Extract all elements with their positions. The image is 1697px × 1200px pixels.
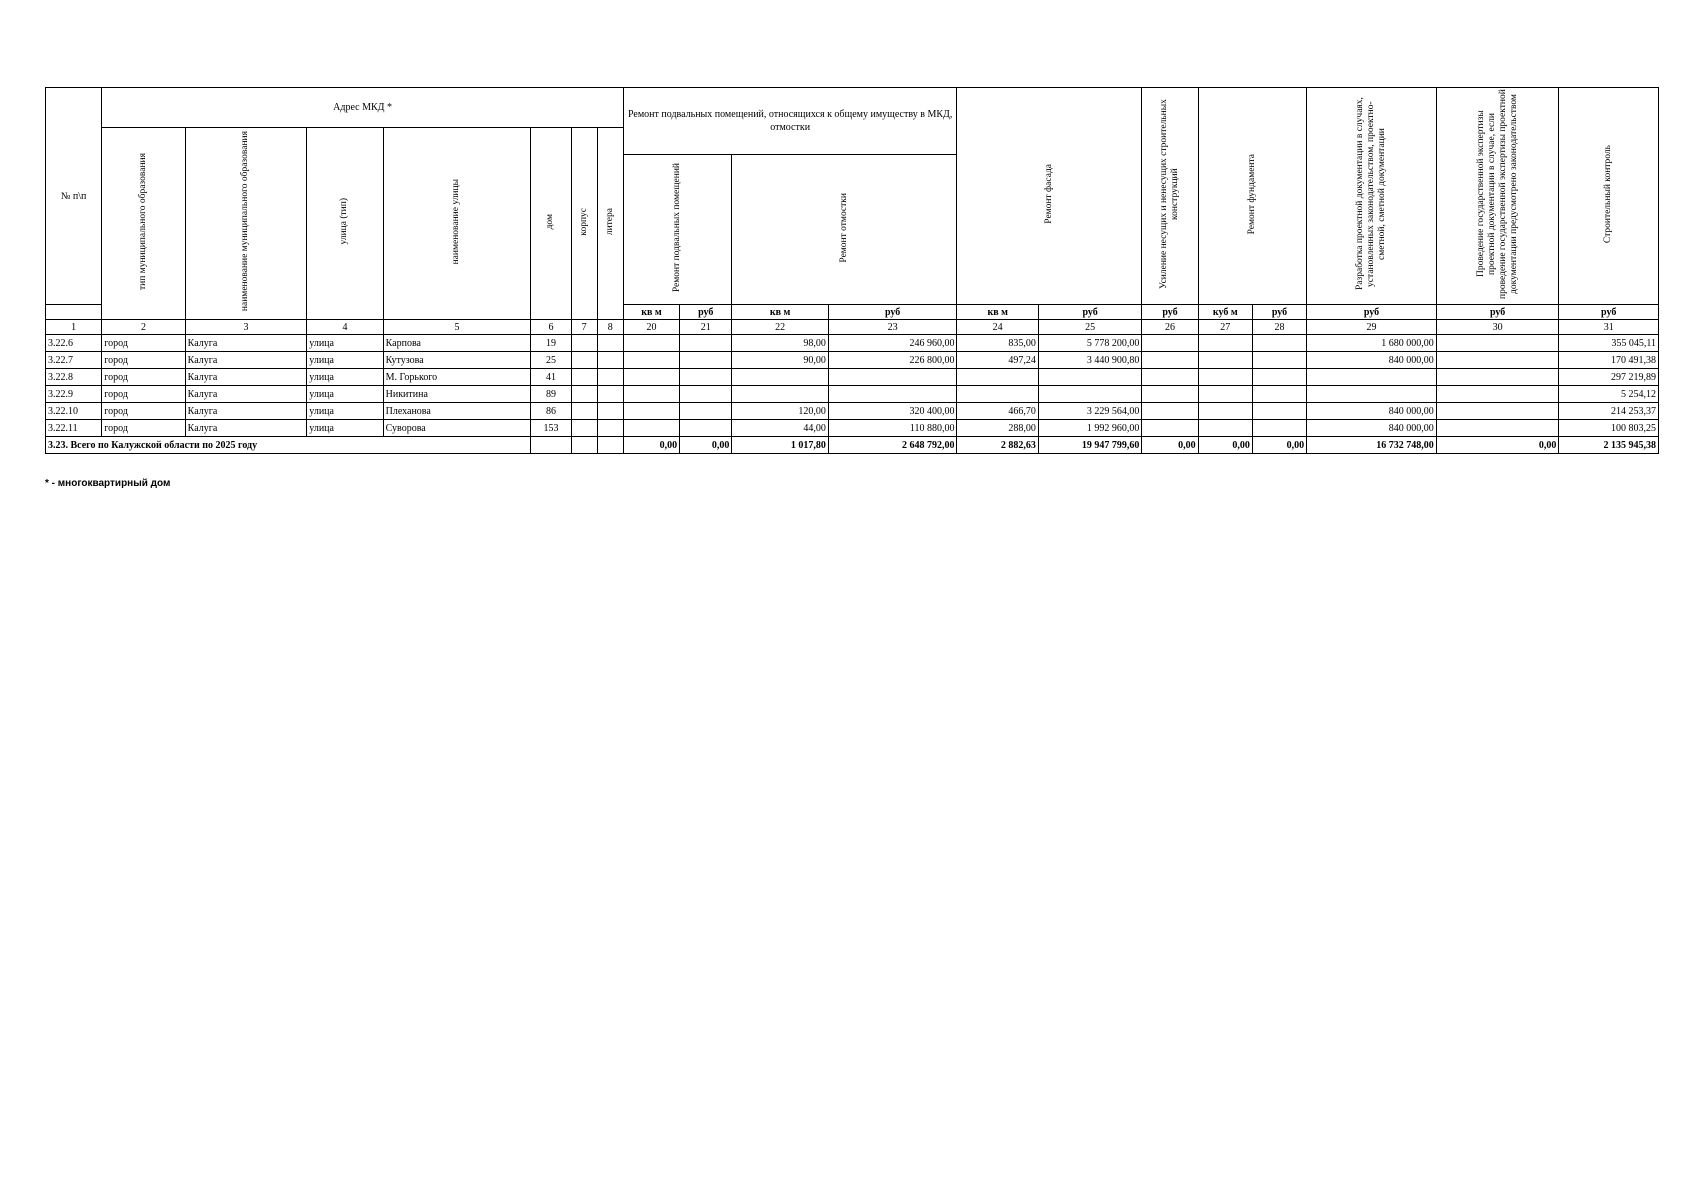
- total-value: 19 947 799,60: [1038, 437, 1142, 454]
- table-cell: 297 219,89: [1559, 369, 1659, 386]
- unit-cell: руб: [1307, 305, 1437, 320]
- table-cell: 3.22.7: [46, 352, 102, 369]
- table-cell: [1307, 386, 1437, 403]
- table-cell: [1252, 335, 1306, 352]
- total-empty-cell: [597, 437, 623, 454]
- table-row: [46, 335, 1659, 352]
- table-cell: [597, 335, 623, 352]
- unit-cell: руб: [680, 305, 732, 320]
- letter-header: литера: [597, 128, 623, 320]
- table-cell: 840 000,00: [1307, 352, 1437, 369]
- table-cell: [623, 420, 679, 437]
- total-body: [46, 437, 1659, 454]
- column-number-cell: 1: [46, 320, 102, 335]
- table-cell: 90,00: [732, 352, 828, 369]
- column-number-cell: 20: [623, 320, 679, 335]
- column-numbers-row: [46, 320, 1659, 335]
- table-cell: улица: [307, 335, 383, 352]
- total-value: 0,00: [623, 437, 679, 454]
- table-cell: 120,00: [732, 403, 828, 420]
- column-number-cell: 29: [1307, 320, 1437, 335]
- table-cell: 3.22.9: [46, 386, 102, 403]
- table-cell: [597, 403, 623, 420]
- table-cell: 100 803,25: [1559, 420, 1659, 437]
- table-cell: 497,24: [957, 352, 1038, 369]
- total-empty-cell: [531, 437, 571, 454]
- units-spacer: [46, 305, 102, 320]
- table-cell: [828, 386, 957, 403]
- unit-cell: руб: [1038, 305, 1142, 320]
- table-cell: 3 440 900,80: [1038, 352, 1142, 369]
- column-number-cell: 22: [732, 320, 828, 335]
- table-cell: 1 992 960,00: [1038, 420, 1142, 437]
- basement-group-header: Ремонт подвальных помещений, относящихся к общему имуществу в МКД, отмостки: [623, 88, 957, 155]
- table-row: [46, 420, 1659, 437]
- table-cell: [623, 386, 679, 403]
- unit-cell: руб: [1142, 305, 1198, 320]
- table-cell: [732, 369, 828, 386]
- table-cell: 5 254,12: [1559, 386, 1659, 403]
- table-cell: [597, 369, 623, 386]
- table-cell: улица: [307, 403, 383, 420]
- table-cell: [1142, 335, 1198, 352]
- municipal-name-header: наименование муниципального образования: [185, 128, 307, 320]
- table-cell: [680, 352, 732, 369]
- total-label: 3.23. Всего по Калужской области по 2025 году: [46, 437, 531, 454]
- table-cell: [680, 403, 732, 420]
- project-docs-header: Разработка проектной документации в случаях, установленных законодательством, проектно-сметной, сметной документации: [1307, 88, 1437, 305]
- structures-reinforcement-header: Усиление несущих и ненесущих строительных конструкций: [1142, 88, 1198, 305]
- facade-repair-header: Ремонт фасада: [957, 88, 1142, 305]
- unit-cell: руб: [1436, 305, 1559, 320]
- table-cell: [1436, 352, 1559, 369]
- blind-area-repair-header: Ремонт отмостки: [732, 155, 957, 305]
- table-cell: [571, 335, 597, 352]
- table-cell: город: [102, 335, 185, 352]
- table-cell: Калуга: [185, 386, 307, 403]
- column-number-cell: 23: [828, 320, 957, 335]
- table-cell: [571, 386, 597, 403]
- unit-cell: руб: [1252, 305, 1306, 320]
- table-cell: [571, 403, 597, 420]
- table-cell: [1198, 403, 1252, 420]
- house-header: дом: [531, 128, 571, 320]
- table-cell: 466,70: [957, 403, 1038, 420]
- column-number-cell: 28: [1252, 320, 1306, 335]
- table-cell: 226 800,00: [828, 352, 957, 369]
- table-cell: [1142, 352, 1198, 369]
- table-cell: [1198, 369, 1252, 386]
- table-cell: [597, 386, 623, 403]
- column-number-cell: 7: [571, 320, 597, 335]
- column-number-cell: 4: [307, 320, 383, 335]
- total-value: 0,00: [1142, 437, 1198, 454]
- table-cell: город: [102, 369, 185, 386]
- table-cell: [1252, 403, 1306, 420]
- street-name-header: наименование улицы: [383, 128, 531, 320]
- table-cell: [680, 335, 732, 352]
- table-cell: город: [102, 420, 185, 437]
- unit-cell: куб м: [1198, 305, 1252, 320]
- table-cell: улица: [307, 369, 383, 386]
- column-number-cell: 31: [1559, 320, 1659, 335]
- table-cell: [680, 420, 732, 437]
- table-cell: [1436, 386, 1559, 403]
- capital-repair-table: [45, 87, 1659, 454]
- unit-cell: руб: [1559, 305, 1659, 320]
- column-number-cell: 24: [957, 320, 1038, 335]
- table-cell: 3 229 564,00: [1038, 403, 1142, 420]
- total-value: 1 017,80: [732, 437, 828, 454]
- total-value: 2 648 792,00: [828, 437, 957, 454]
- table-cell: [1198, 386, 1252, 403]
- table-cell: [1198, 335, 1252, 352]
- table-cell: 1 680 000,00: [1307, 335, 1437, 352]
- column-number-cell: 26: [1142, 320, 1198, 335]
- data-rows-body: [46, 335, 1659, 437]
- table-cell: 86: [531, 403, 571, 420]
- table-cell: [1436, 403, 1559, 420]
- table-cell: Калуга: [185, 335, 307, 352]
- table-cell: 98,00: [732, 335, 828, 352]
- table-row: [46, 352, 1659, 369]
- table-cell: 5 778 200,00: [1038, 335, 1142, 352]
- total-value: 0,00: [1252, 437, 1306, 454]
- table-cell: Суворова: [383, 420, 531, 437]
- col-no-header: № п\п: [46, 88, 102, 305]
- table-cell: 3.22.6: [46, 335, 102, 352]
- column-number-cell: 5: [383, 320, 531, 335]
- municipal-type-header: тип муниципального образования: [102, 128, 185, 320]
- table-cell: [597, 420, 623, 437]
- construction-control-header: Строительный контроль: [1559, 88, 1659, 305]
- column-number-cell: 8: [597, 320, 623, 335]
- total-value: 2 135 945,38: [1559, 437, 1659, 454]
- unit-cell: кв м: [623, 305, 679, 320]
- basement-repair-header: Ремонт подвальных помещений: [623, 155, 732, 305]
- table-cell: Карпова: [383, 335, 531, 352]
- unit-cell: кв м: [732, 305, 828, 320]
- table-cell: 44,00: [732, 420, 828, 437]
- table-cell: [571, 352, 597, 369]
- building-header: корпус: [571, 128, 597, 320]
- table-cell: Калуга: [185, 352, 307, 369]
- total-value: 0,00: [1198, 437, 1252, 454]
- table-cell: [571, 369, 597, 386]
- table-cell: 288,00: [957, 420, 1038, 437]
- column-number-cell: 21: [680, 320, 732, 335]
- table-cell: 355 045,11: [1559, 335, 1659, 352]
- column-number-cell: 3: [185, 320, 307, 335]
- table-cell: [1142, 369, 1198, 386]
- table-cell: 41: [531, 369, 571, 386]
- table-cell: [1142, 403, 1198, 420]
- table-cell: [1198, 420, 1252, 437]
- table-cell: Калуга: [185, 403, 307, 420]
- unit-cell: кв м: [957, 305, 1038, 320]
- table-cell: 840 000,00: [1307, 403, 1437, 420]
- table-cell: Кутузова: [383, 352, 531, 369]
- table-cell: [623, 403, 679, 420]
- table-cell: улица: [307, 352, 383, 369]
- unit-cell: руб: [828, 305, 957, 320]
- table-cell: 840 000,00: [1307, 420, 1437, 437]
- table-cell: 25: [531, 352, 571, 369]
- total-empty-cell: [571, 437, 597, 454]
- table-cell: [1252, 369, 1306, 386]
- column-number-cell: 6: [531, 320, 571, 335]
- table-cell: [680, 369, 732, 386]
- table-cell: [680, 386, 732, 403]
- total-value: 0,00: [680, 437, 732, 454]
- table-cell: Калуга: [185, 369, 307, 386]
- table-cell: 214 253,37: [1559, 403, 1659, 420]
- table-cell: 320 400,00: [828, 403, 957, 420]
- table-cell: город: [102, 352, 185, 369]
- footnote: * - многоквартирный дом: [45, 478, 171, 489]
- total-row: [46, 437, 1659, 454]
- table-cell: [1038, 386, 1142, 403]
- table-cell: 3.22.10: [46, 403, 102, 420]
- table-row: [46, 403, 1659, 420]
- table-cell: 3.22.11: [46, 420, 102, 437]
- column-number-cell: 2: [102, 320, 185, 335]
- table-cell: Калуга: [185, 420, 307, 437]
- table-cell: [1198, 352, 1252, 369]
- table-cell: [1252, 386, 1306, 403]
- column-numbers-body: [46, 320, 1659, 335]
- table-cell: [1307, 369, 1437, 386]
- total-value: 16 732 748,00: [1307, 437, 1437, 454]
- state-expertise-header: Проведение государственной экспертизы проектной документации в случае, если проведение государственной экспертизы проектной документации предусмотрено законодательством: [1436, 88, 1559, 305]
- column-number-cell: 30: [1436, 320, 1559, 335]
- table-cell: [1436, 420, 1559, 437]
- table-cell: [623, 352, 679, 369]
- table-cell: [1252, 352, 1306, 369]
- table-cell: [828, 369, 957, 386]
- table-cell: [1252, 420, 1306, 437]
- table-cell: 835,00: [957, 335, 1038, 352]
- total-value: 0,00: [1436, 437, 1559, 454]
- table-cell: [623, 335, 679, 352]
- table-cell: 3.22.8: [46, 369, 102, 386]
- table-cell: Плеханова: [383, 403, 531, 420]
- table-cell: [597, 352, 623, 369]
- total-value: 2 882,63: [957, 437, 1038, 454]
- table-cell: [957, 386, 1038, 403]
- table-cell: [732, 386, 828, 403]
- table-cell: [1436, 335, 1559, 352]
- table-cell: 110 880,00: [828, 420, 957, 437]
- table-cell: 19: [531, 335, 571, 352]
- table-cell: [1038, 369, 1142, 386]
- table-cell: [1436, 369, 1559, 386]
- table-cell: [957, 369, 1038, 386]
- table-row: [46, 386, 1659, 403]
- table-cell: город: [102, 403, 185, 420]
- table-cell: улица: [307, 420, 383, 437]
- table-row: [46, 369, 1659, 386]
- table-cell: 246 960,00: [828, 335, 957, 352]
- table-cell: [1142, 420, 1198, 437]
- table-cell: 170 491,38: [1559, 352, 1659, 369]
- table-cell: Никитина: [383, 386, 531, 403]
- street-type-header: улица (тип): [307, 128, 383, 320]
- table-cell: [1142, 386, 1198, 403]
- foundation-repair-header: Ремонт фундамента: [1198, 88, 1307, 305]
- column-number-cell: 25: [1038, 320, 1142, 335]
- table-cell: город: [102, 386, 185, 403]
- table-cell: улица: [307, 386, 383, 403]
- column-number-cell: 27: [1198, 320, 1252, 335]
- table-cell: [623, 369, 679, 386]
- table-cell: [571, 420, 597, 437]
- table-cell: 89: [531, 386, 571, 403]
- address-group-header: Адрес МКД *: [102, 88, 624, 128]
- table-cell: М. Горького: [383, 369, 531, 386]
- table-cell: 153: [531, 420, 571, 437]
